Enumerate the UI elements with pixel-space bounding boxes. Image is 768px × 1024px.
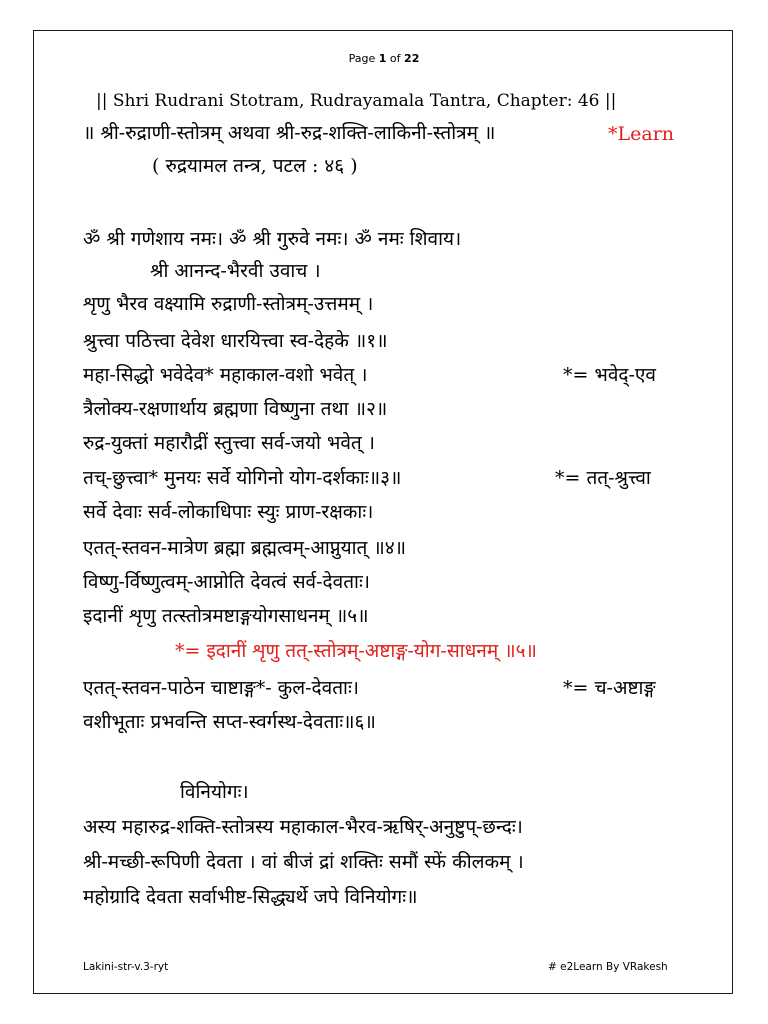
verse-line: तच्-छुत्त्वा* मुनयः सर्वे योगिनो योग-दर्शकाः॥३॥ — [83, 467, 402, 489]
viniyoga-line: महोग्रादि देवता सर्वाभीष्ट-सिद्ध्यर्थे जपे विनियोगः॥ — [83, 886, 418, 908]
verse-line: महा-सिद्धो भवेदेव* महाकाल-वशो भवेत् । — [83, 364, 368, 386]
viniyoga-line: श्री-मच्छी-रूपिणी देवता । वां बीजं द्रां शक्तिः समौं स्फें कीलकम् । — [83, 851, 524, 873]
viniyoga-line: अस्य महारुद्र-शक्ति-स्तोत्रस्य महाकाल-भैरव-ऋषिर्-अनुष्टुप्-छन्दः। — [83, 816, 523, 838]
sanskrit-title: ॥ श्री-रुद्राणी-स्तोत्रम् अथवा श्री-रुद्र-शक्ति-लाकिनी-स्तोत्रम् ॥ — [83, 122, 496, 144]
page-current: 1 — [378, 52, 387, 65]
correction-line: *= इदानीं शृणु तत्-स्तोत्रम्-अष्टाङ्ग-योग-साधनम् ॥५॥ — [175, 640, 537, 662]
verse-line: विष्णु-र्विष्णुत्वम्-आप्नोति देवत्वं सर्व-देवताः। — [83, 571, 370, 593]
verse-note: *= च-अष्टाङ्ग — [563, 677, 656, 699]
verse-note: *= भवेद्-एव — [563, 364, 656, 386]
english-title: || Shri Rudrani Stotram, Rudrayamala Tantra, Chapter: 46 || — [96, 91, 617, 111]
verse-line: शृणु भैरव वक्ष्यामि रुद्राणी-स्तोत्रम्-उत्तमम् । — [83, 293, 374, 315]
verse-line: त्रैलोक्य-रक्षणार्थाय ब्रह्मणा विष्णुना तथा ॥२॥ — [83, 398, 388, 420]
verse-line: एतत्-स्तवन-पाठेन चाष्टाङ्ग*- कुल-देवताः। — [83, 677, 360, 699]
source-line: ( रुद्रयामल तन्त्र, पटल : ४६ ) — [152, 155, 358, 177]
learn-note: *Learn — [608, 123, 675, 145]
footer-left: Lakini-str-v.3-ryt — [83, 961, 169, 973]
verse-line: सर्वे देवाः सर्व-लोकाधिपाः स्युः प्राण-रक्षकाः। — [83, 501, 374, 523]
invocation: ॐ श्री गणेशाय नमः। ॐ श्री गुरुवे नमः। ॐ नमः शिवाय। — [83, 228, 462, 250]
page-number: Page 1 of 22 — [348, 52, 420, 65]
speaker-line: श्री आनन्द-भैरवी उवाच । — [150, 260, 321, 282]
verse-line: वशीभूताः प्रभवन्ति सप्त-स्वर्गस्थ-देवताः॥६॥ — [83, 711, 376, 733]
page-total: 22 — [404, 52, 420, 65]
verse-line: श्रुत्त्वा पठित्त्वा देवेश धारयित्त्वा स्व-देहके ॥१॥ — [83, 330, 388, 352]
footer-right: # e2Learn By VRakesh — [548, 961, 668, 973]
verse-note: *= तत्-श्रुत्त्वा — [555, 467, 651, 489]
verse-line: इदानीं शृणु तत्स्तोत्रमष्टाङ्गयोगसाधनम् ॥५॥ — [83, 605, 369, 627]
viniyoga-heading: विनियोगः। — [180, 781, 249, 803]
verse-line: रुद्र-युक्तां महारौद्रीं स्तुत्त्वा सर्व-जयो भवेत् । — [83, 432, 375, 454]
verse-line: एतत्-स्तवन-मात्रेण ब्रह्मा ब्रह्मत्वम्-आप्नुयात् ॥४॥ — [83, 537, 407, 559]
